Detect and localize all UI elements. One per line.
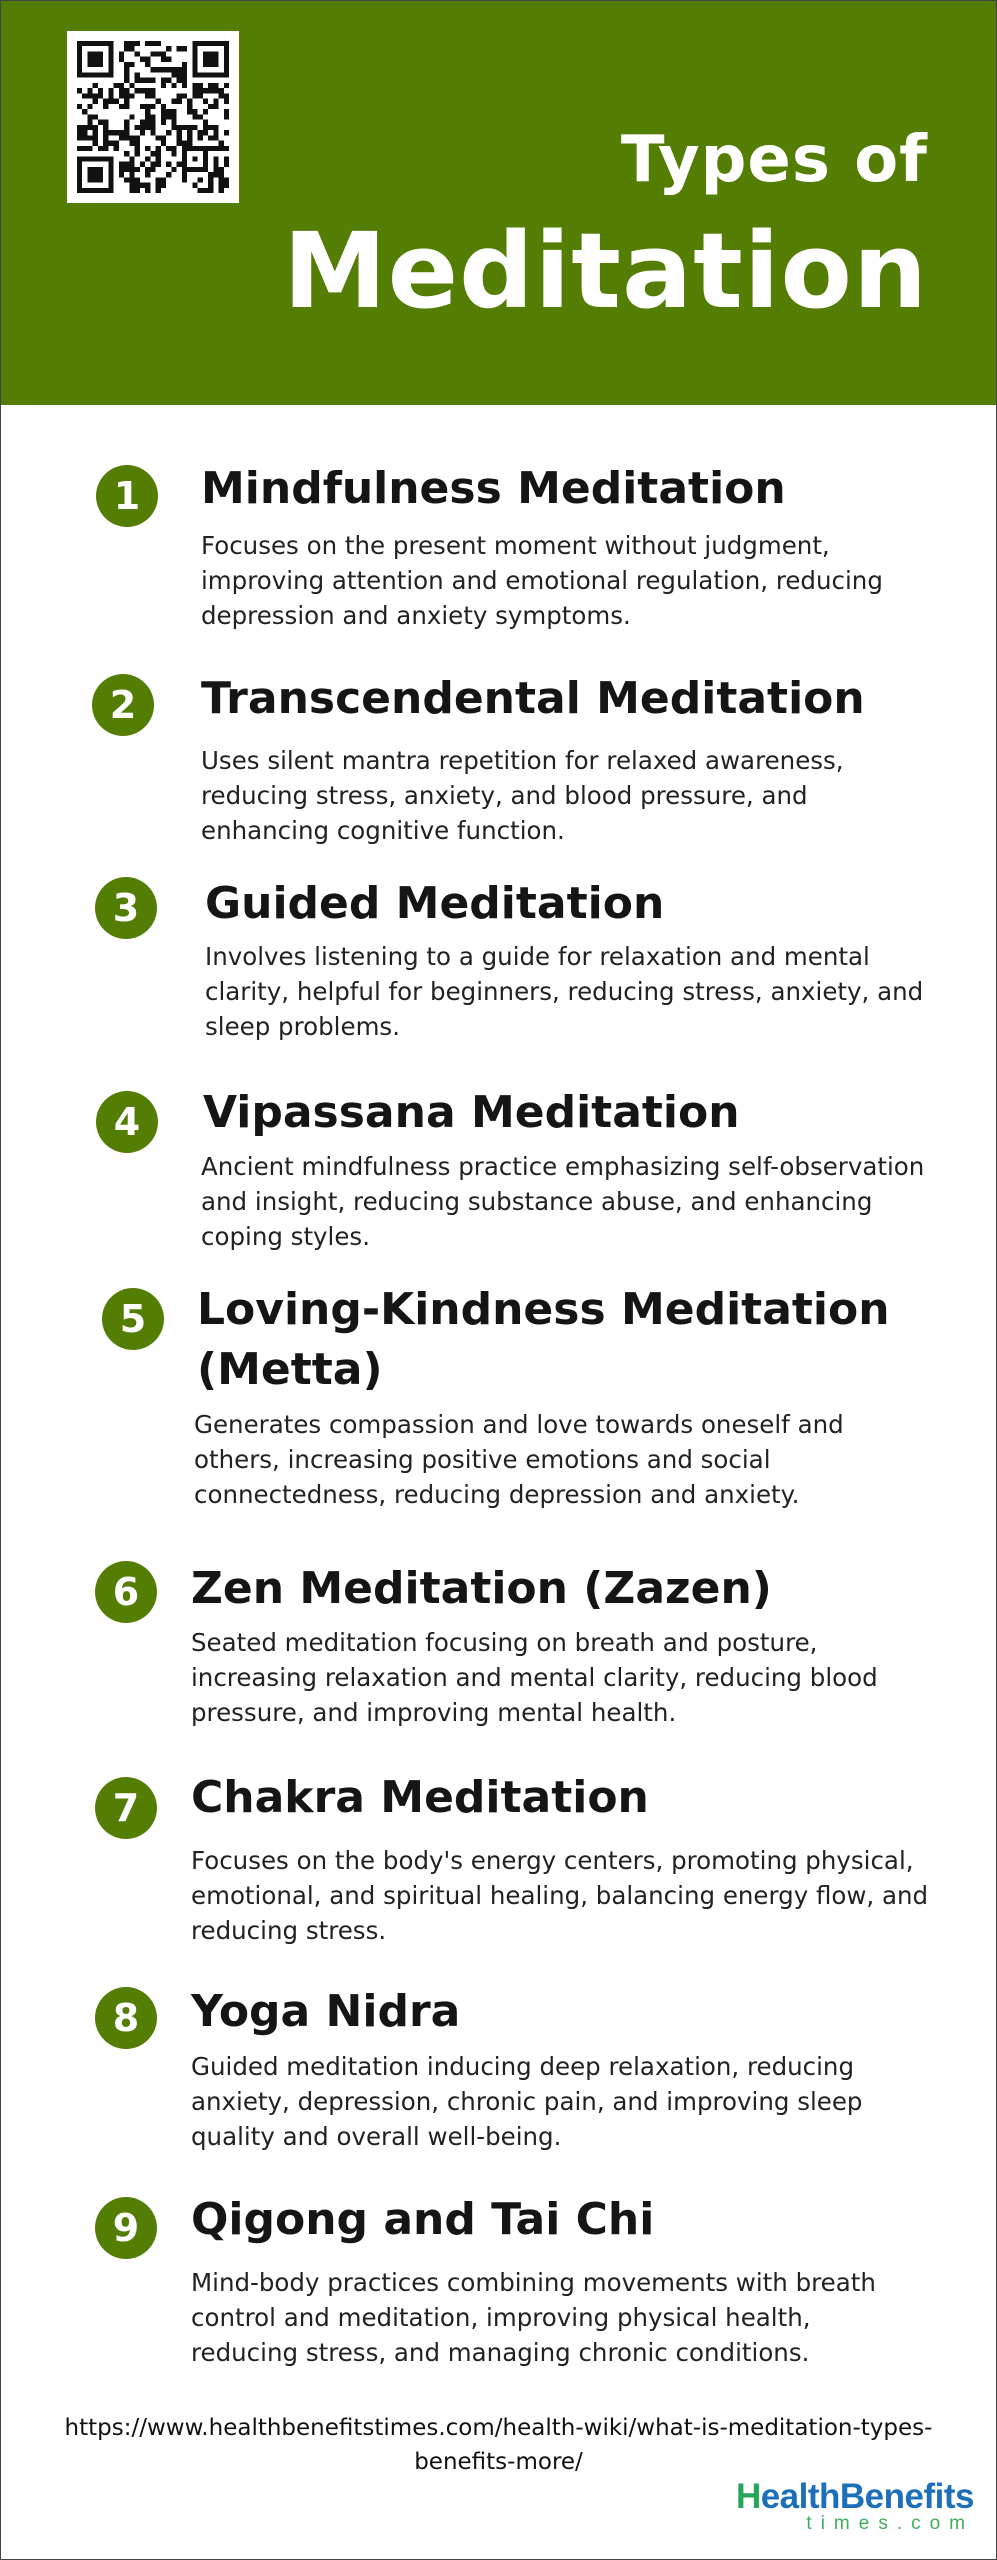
item-title: Guided Meditation xyxy=(205,878,665,929)
logo-subtext: times.com xyxy=(806,2513,974,2534)
number-badge: 6 xyxy=(95,1561,157,1623)
item-description: Mind-body practices combining movements with breath control and meditation, improving physical health, reducing stress, and managing chronic conditions. xyxy=(191,2268,876,2367)
item-title: Yoga Nidra xyxy=(191,1986,461,2037)
logo-initial: H xyxy=(735,2477,761,2516)
page-title: Meditation xyxy=(283,210,928,332)
number-badge: 8 xyxy=(95,1987,157,2049)
item-title: Vipassana Meditation xyxy=(203,1087,740,1138)
brand-logo xyxy=(736,2479,974,2535)
title-line-1: Types of xyxy=(620,123,928,197)
number-badge: 1 xyxy=(96,465,158,527)
item-description: Focuses on the present moment without judgment, improving attention and emotional regulation, reducing depression and anxiety symptoms. xyxy=(201,531,883,630)
number-badge: 2 xyxy=(92,674,154,736)
item-title: Mindfulness Meditation xyxy=(201,463,786,514)
item-description: Involves listening to a guide for relaxation and mental clarity, helpful for beginners, reducing stress, anxiety, and sleep problems. xyxy=(205,942,924,1041)
item-description: Uses silent mantra repetition for relaxed awareness, reducing stress, anxiety, and blood pressure, and enhancing cognitive function. xyxy=(201,746,844,845)
number-badge: 5 xyxy=(102,1288,164,1350)
item-title: Transcendental Meditation xyxy=(201,673,865,724)
item-title: Loving-Kindness Meditation (Metta) xyxy=(197,1284,890,1395)
item-description: Focuses on the body's energy centers, promoting physical, emotional, and spiritual healing, balancing energy flow, and reducing stress. xyxy=(191,1846,929,1945)
item-description: Seated meditation focusing on breath and posture, increasing relaxation and mental clarity, reducing blood pressure, and improving mental health. xyxy=(191,1628,878,1727)
item-title: Chakra Meditation xyxy=(191,1772,649,1823)
number-badge: 4 xyxy=(96,1091,158,1153)
item-title: Zen Meditation (Zazen) xyxy=(191,1563,772,1614)
source-url[interactable]: https://www.healthbenefitstimes.com/health-wiki/what-is-meditation-types-benefits-more/ xyxy=(64,2415,933,2475)
item-description: Generates compassion and love towards oneself and others, increasing positive emotions and social connectedness, reducing depression and anxiety. xyxy=(194,1410,844,1509)
number-badge: 7 xyxy=(95,1777,157,1839)
qr-code-icon xyxy=(67,31,239,203)
item-title: Qigong and Tai Chi xyxy=(191,2194,655,2245)
number-badge: 9 xyxy=(95,2197,157,2259)
item-description: Guided meditation inducing deep relaxation, reducing anxiety, depression, chronic pain, and improving sleep quality and overall well-being. xyxy=(191,2052,863,2151)
header-banner xyxy=(1,1,996,405)
item-description: Ancient mindfulness practice emphasizing self-observation and insight, reducing substance abuse, and enhancing coping styles. xyxy=(201,1152,925,1251)
logo-wordmark xyxy=(736,2479,974,2515)
logo-rest: ealthBenefits xyxy=(760,2477,974,2516)
number-badge: 3 xyxy=(95,877,157,939)
